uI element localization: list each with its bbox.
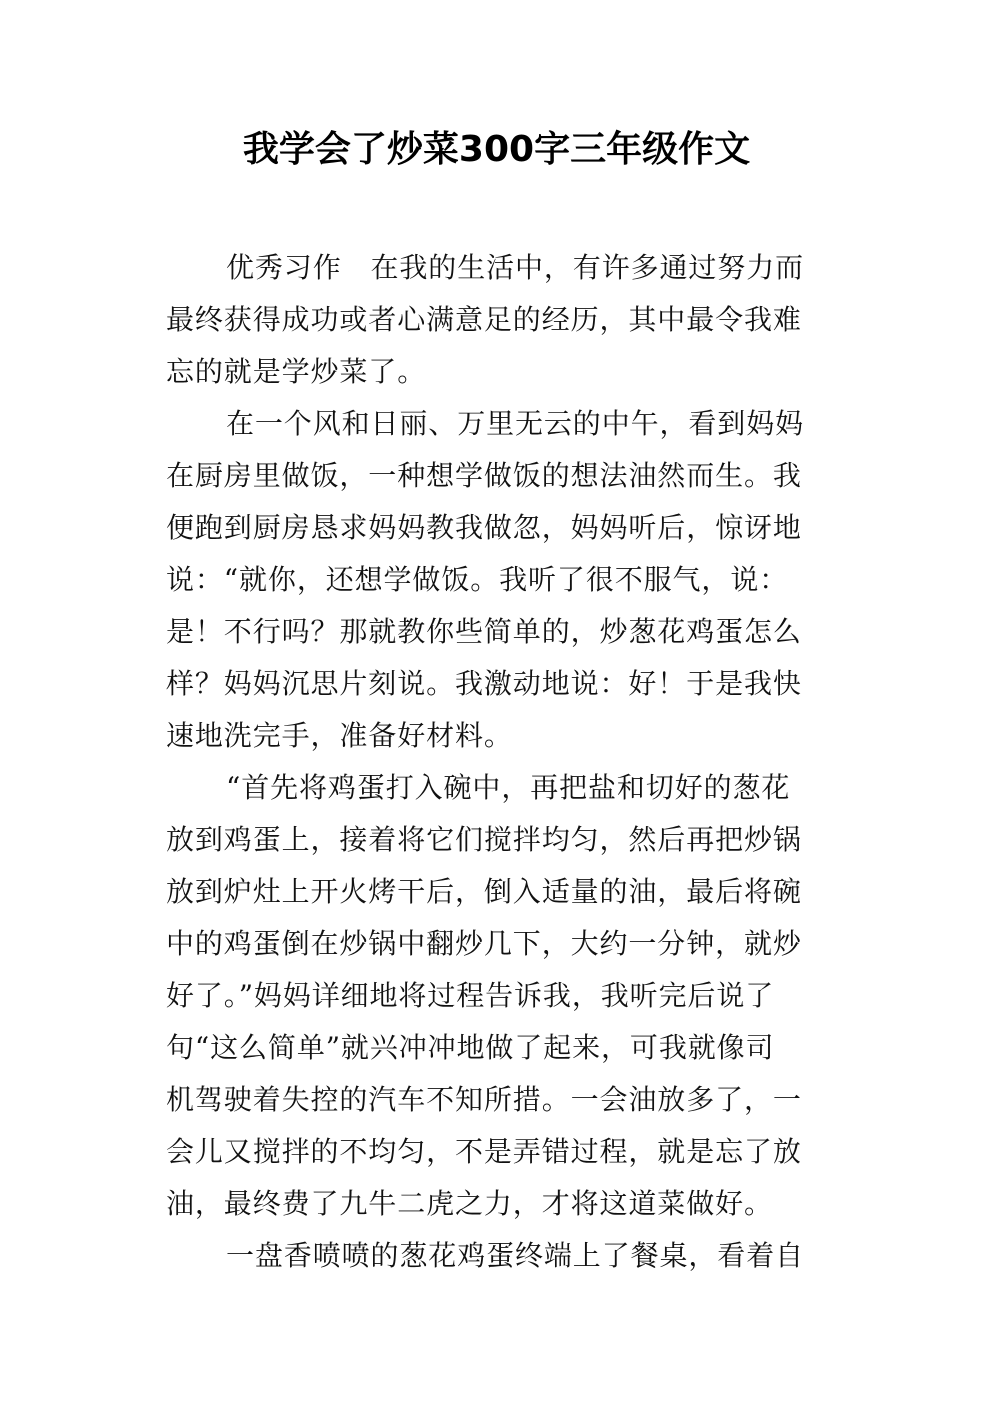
text-line: 放到炉灶上开火烤干后，倒入适量的油，最后将碗 [166,875,802,908]
text-line: 句“这么简单”就兴冲冲地做了起来，可我就像司 [166,1031,775,1064]
text-line: 好了。”妈妈详细地将过程告诉我，我听完后说了 [166,979,775,1012]
paragraph-2 [166,398,829,762]
text-line: 忘的就是学炒菜了。 [166,355,427,388]
text-line: 最终获得成功或者心满意足的经历，其中最令我难 [166,303,802,336]
text-line: 机驾驶着失控的汽车不知所措。一会油放多了，一 [166,1083,802,1116]
text-line: 说：“就你，还想学做饭。我听了很不服气，说： [166,563,789,596]
text-line: 会儿又搅拌的不均匀，不是弄错过程，就是忘了放 [166,1135,802,1168]
text-line: 是！不行吗？那就教你些简单的，炒葱花鸡蛋怎么 [166,615,802,648]
text-line: 一盘香喷喷的葱花鸡蛋终端上了餐桌，看着自 [226,1239,805,1272]
text-line: 在一个风和日丽、万里无云的中午，看到妈妈 [226,407,805,440]
text-line: 放到鸡蛋上，接着将它们搅拌均匀，然后再把炒锅 [166,823,802,856]
article-body [166,242,829,1282]
text-line: 样？妈妈沉思片刻说。我激动地说：好！于是我快 [166,667,802,700]
page-title: 我学会了炒菜300字三年级作文 [242,129,751,170]
text-line: 中的鸡蛋倒在炒锅中翻炒几下，大约一分钟，就炒 [166,927,802,960]
text-line: 油，最终费了九牛二虎之力，才将这道菜做好。 [166,1187,773,1220]
text-line: 在厨房里做饭，一种想学做饭的想法油然而生。我 [166,459,802,492]
text-line: “首先将鸡蛋打入碗中，再把盐和切好的葱花 [226,771,791,804]
paragraph-4 [166,1230,829,1282]
text-line: 优秀习作 在我的生活中，有许多通过努力而 [226,251,805,284]
text-line: 速地洗完手，准备好材料。 [166,719,513,752]
text-line: 便跑到厨房恳求妈妈教我做忽，妈妈听后，惊讶地 [166,511,802,544]
paragraph-3 [166,762,829,1230]
paragraph-1 [166,242,829,398]
